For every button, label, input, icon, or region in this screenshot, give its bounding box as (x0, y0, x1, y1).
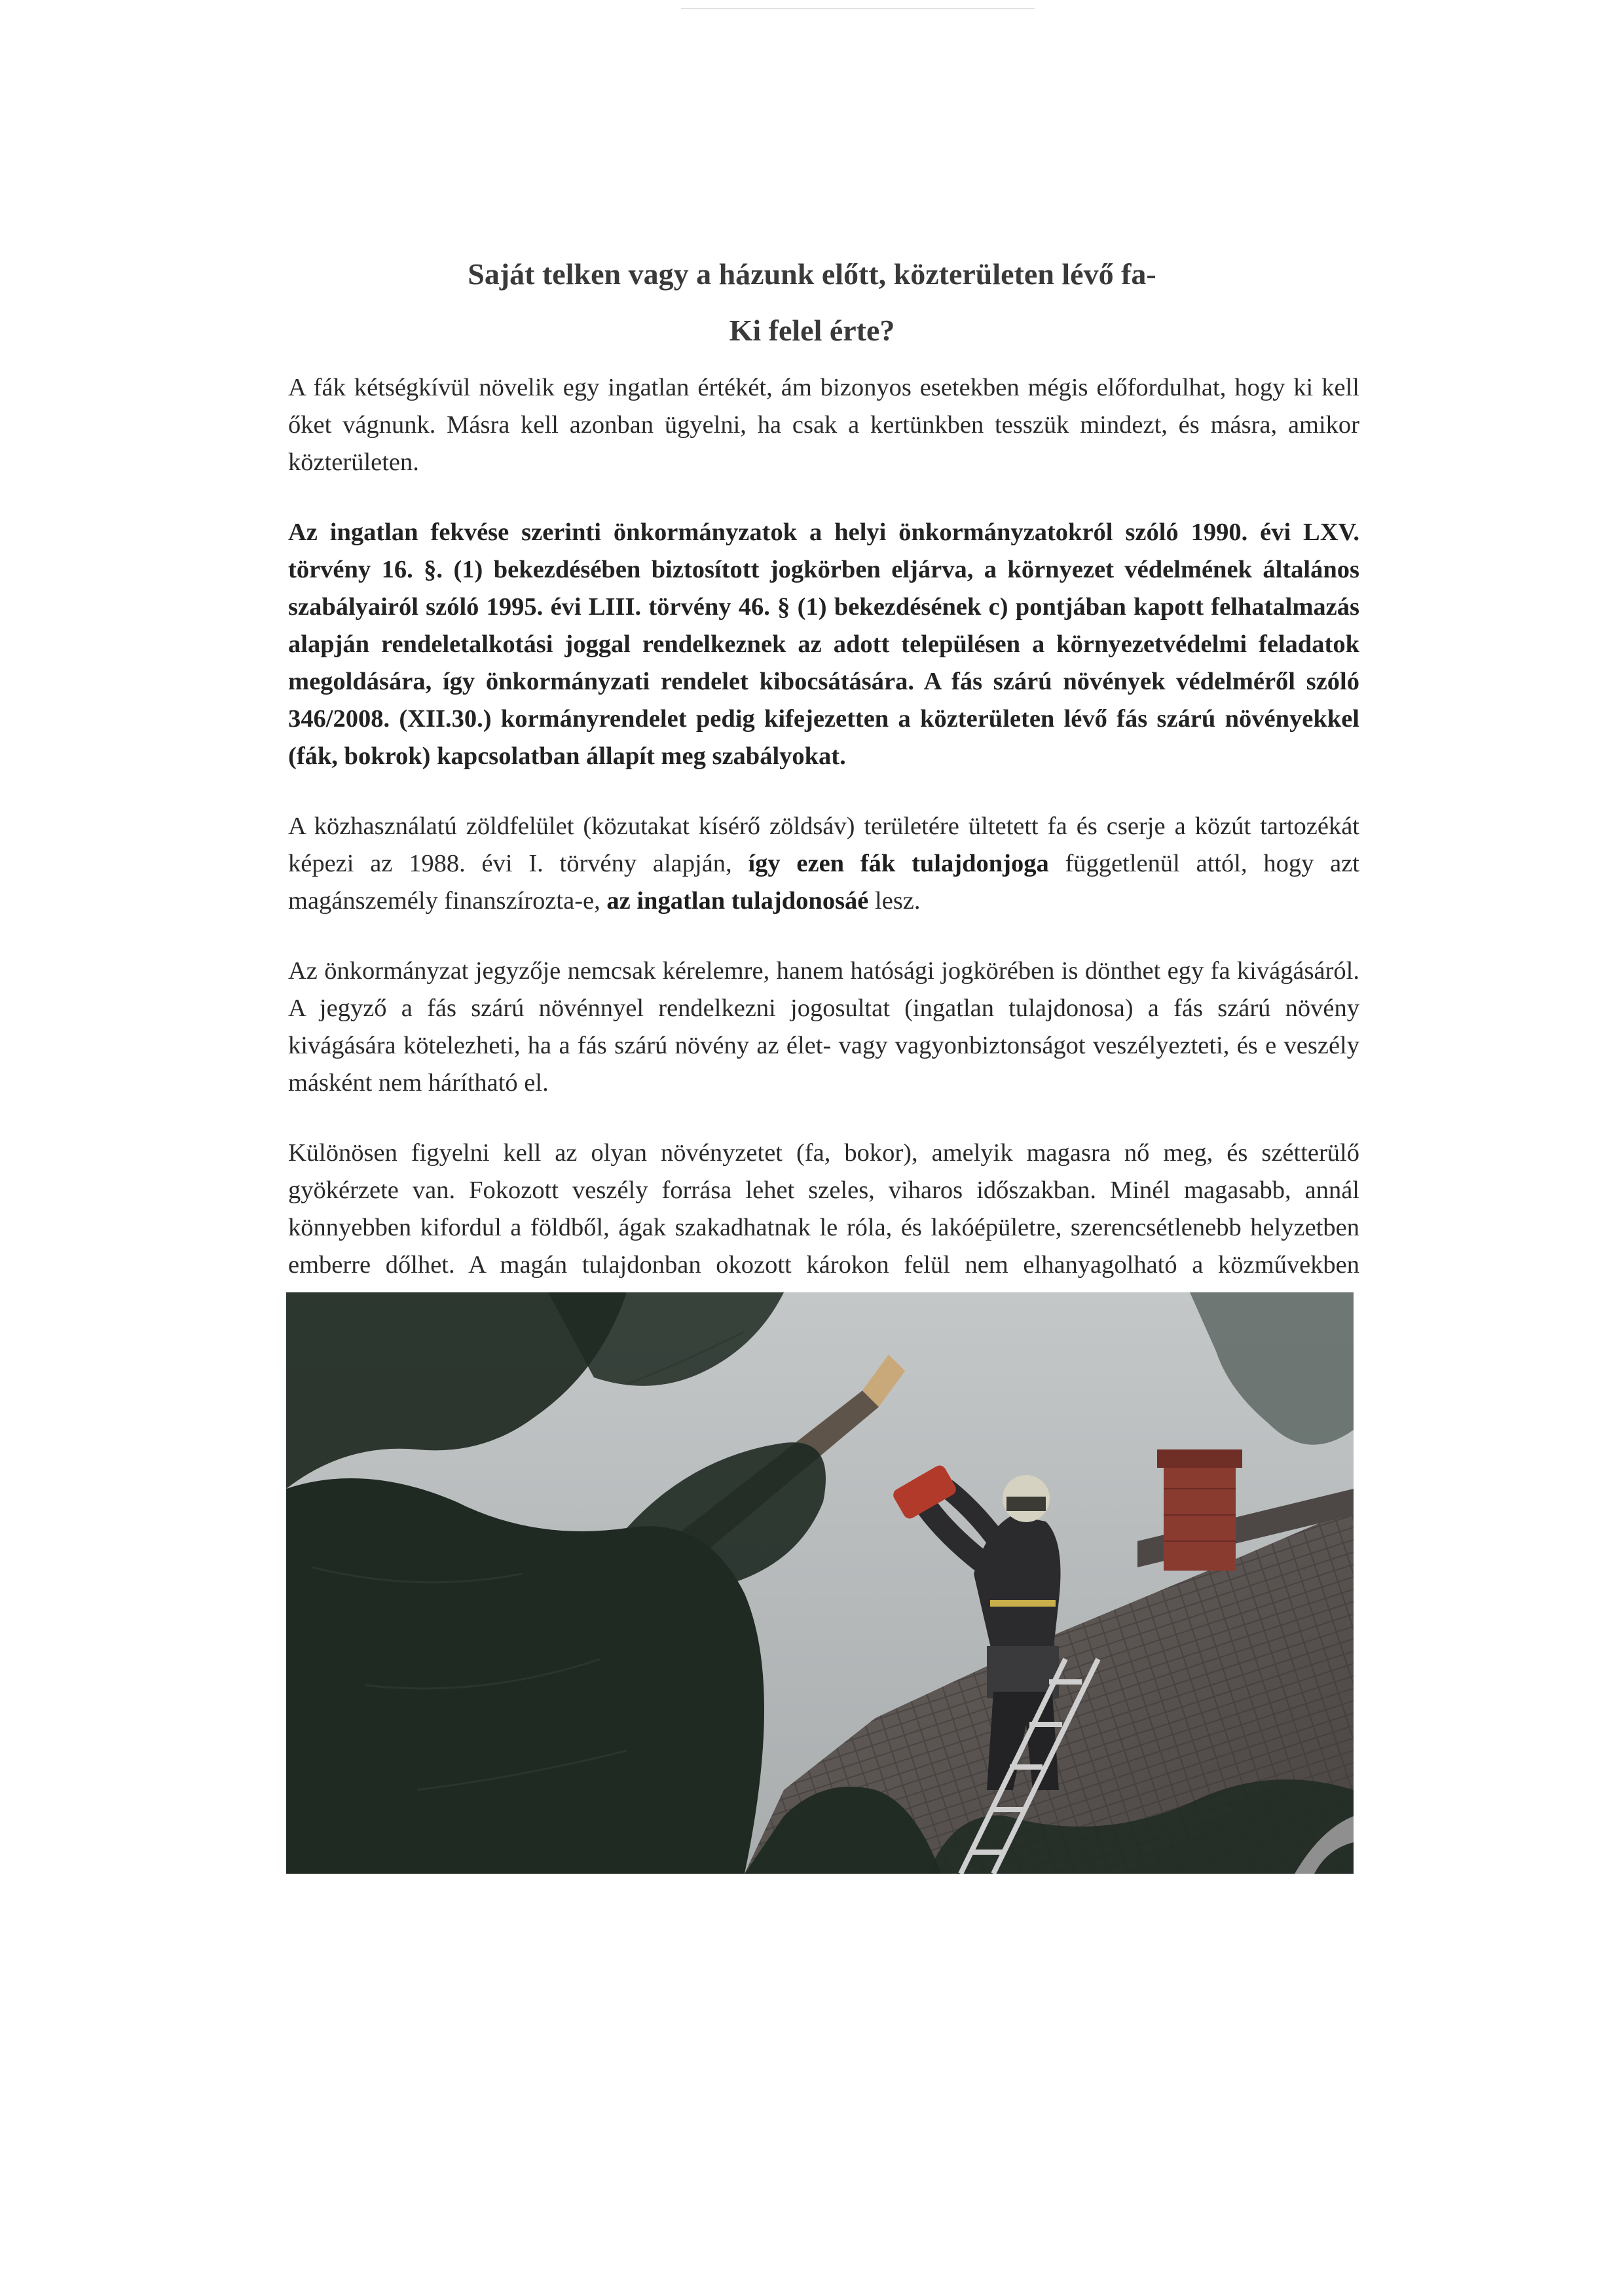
danger-paragraph: Különösen figyelni kell az olyan növényzetet (fa, bokor), amelyik magasra nő meg, és szétterülő gyökérzete van. Fokozott veszély forrása lehet szeles, viharos időszakban. Minél magasabb, annál könnyebben kifordul a földből, ágak szakadhatnak le róla, és lakóépületre, szerencsétlenebb helyzetben emberre dőlhet. A magán tulajdonban okozott károkon felül nem elhanyagolható a közművekben (288, 1139, 1359, 1279)
ownership-text-3: lesz. (868, 887, 921, 915)
legal-basis-paragraph: Az ingatlan fekvése szerinti önkormányzatok a helyi önkormányzatokról szóló 1990. évi LXV. törvény 16. §. (1) bekezdésében biztosított jogkörben eljárva, a környezet védelmének általános szabályairól szóló 1995. évi LIII. törvény 46. § (1) bekezdésének c) pontjában kapott felhatalmazás alapján rendeletalkotási joggal rendelkeznek az adott településen a környezetvédelmi feladatok megoldására, így önkormányzati rendelet kibocsátására. A fás szárú növények védelméről szóló 346/2008. (XII.30.) kormányrendelet pedig kifejezetten a közterületen lévő fás szárú növényekkel (fák, bokrok) kapcsolatban állapít meg szabályokat. (288, 519, 1359, 770)
ownership-paragraph (288, 808, 1359, 920)
ownership-bold-2: az ingatlan tulajdonosáé (606, 887, 869, 915)
scan-edge-line (681, 8, 1035, 9)
document-subtitle: Ki felel érte? (729, 314, 895, 347)
document-body (288, 369, 1359, 1354)
ownership-text-2: függetlenül attól, hogy azt magánszemély finanszírozta-e, (288, 850, 1360, 915)
ownership-bold-1: így ezen fák tulajdonjoga (748, 850, 1049, 877)
tree-cutting-photo (286, 1292, 1354, 1874)
notary-paragraph: Az önkormányzat jegyzője nemcsak kérelemre, hanem hatósági jogkörében is dönthet egy fa kivágásáról. A jegyző a fás szárú növénnyel rendelkezni jogosultat (ingatlan tulajdonosa) a fás szárú növény kivágására kötelezheti, ha a fás szárú növény az élet- vagy vagyonbiztonságot veszélyezteti, és e veszély másként nem hárítható el. (288, 957, 1359, 1097)
document-title: Saját telken vagy a házunk előtt, közterületen lévő fa- (468, 257, 1156, 291)
intro-paragraph: A fák kétségkívül növelik egy ingatlan értékét, ám bizonyos esetekben mégis előfordulhat, hogy ki kell őket vágnunk. Másra kell azonban ügyelni, ha csak a kertünkben tesszük mindezt, és másra, amikor közterületen. (288, 374, 1359, 476)
ownership-text-1: A közhasználatú zöldfelület (közutakat kísérő zöldsáv) területére ültetett fa és cserje a közút tartozékát képezi az 1988. évi I. törvény alapján, (288, 812, 1359, 877)
